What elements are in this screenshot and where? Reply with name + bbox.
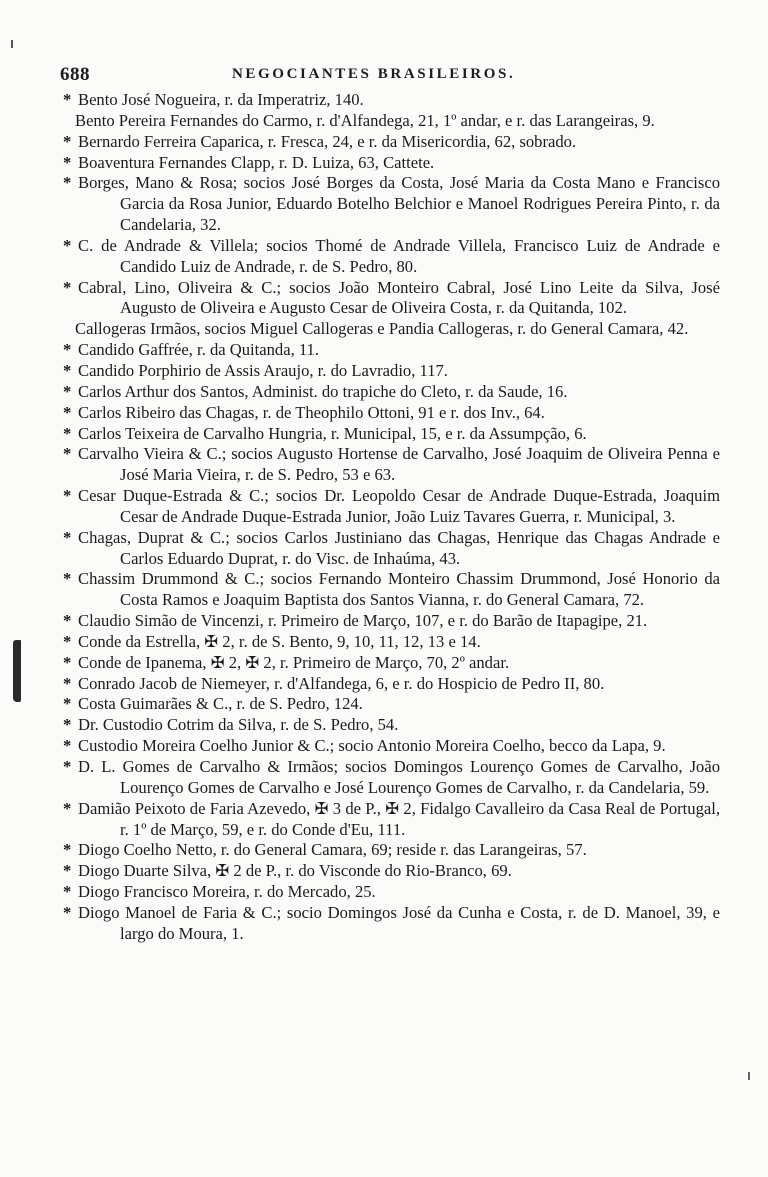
entry-text: Diogo Coelho Netto, r. do General Camara, 69; reside r. das Larangeiras, 57. (78, 840, 587, 860)
running-title: NEGOCIANTES BRASILEIROS. (232, 66, 516, 82)
entry-text: Chagas, Duprat & C.; socios Carlos Justiniano das Chagas, Henrique das Chagas Andrade e Carlos Eduardo Duprat, r. do Visc. de Inhaúma, 43. (78, 527, 720, 568)
entry-marker: * (63, 861, 72, 881)
entry-marker: * (63, 90, 72, 109)
list-item (48, 861, 720, 882)
list-item (48, 403, 720, 424)
entry-marker: * (63, 527, 72, 547)
entry-marker: * (63, 173, 72, 193)
list-item (48, 674, 720, 695)
entry-text: Conrado Jacob de Niemeyer, r. d'Alfandega, 6, e r. do Hospicio de Pedro II, 80. (78, 673, 605, 693)
entry-marker: * (63, 840, 72, 860)
entry-text: Bento José Nogueira, r. da Imperatriz, 140. (78, 90, 364, 109)
margin-tick (11, 40, 13, 48)
entry-marker: * (63, 902, 72, 922)
entry-text: Chassim Drummond & C.; socios Fernando Monteiro Chassim Drummond, José Honorio da Costa Ramos e Joaquim Baptista dos Santos Vianna, r. do General Camara, 72. (78, 569, 720, 610)
entry-marker: * (63, 235, 72, 255)
entry-marker: * (63, 360, 72, 380)
list-item (48, 840, 720, 861)
page-number: 688 (60, 64, 90, 85)
list-item (48, 153, 720, 174)
entry-text: Diogo Duarte Silva, ✠ 2 de P., r. do Visconde do Rio-Branco, 69. (78, 861, 512, 881)
list-item (48, 736, 720, 757)
entry-text: Cabral, Lino, Oliveira & C.; socios João Monteiro Cabral, José Lino Leite da Silva, José Augusto de Oliveira e Augusto Cesar de Oliveira Costa, r. da Quitanda, 102. (78, 277, 720, 318)
entry-marker: * (63, 277, 72, 297)
entry-text: Damião Peixoto de Faria Azevedo, ✠ 3 de P., ✠ 2, Fidalgo Cavalleiro da Casa Real de Portugal, r. 1º de Março, 59, e r. do Conde d'Eu, 111. (78, 798, 720, 839)
entry-text: C. de Andrade & Villela; socios Thomé de Andrade Villela, Francisco Luiz de Andrade e Candido Luiz de Andrade, r. de S. Pedro, 80. (78, 235, 720, 276)
entry-marker: * (63, 757, 72, 776)
list-item (48, 132, 720, 153)
entry-marker: * (63, 381, 72, 401)
entry-text: Conde da Estrella, ✠ 2, r. de S. Bento, 9, 10, 11, 12, 13 e 14. (78, 631, 481, 651)
entry-marker: * (63, 673, 72, 693)
list-item (48, 903, 720, 945)
entry-text: Bernardo Ferreira Caparica, r. Fresca, 24, e r. da Misericordia, 62, sobrado. (78, 131, 577, 151)
entry-text: Carlos Teixeira de Carvalho Hungria, r. Municipal, 15, e r. da Assumpção, 6. (78, 423, 587, 443)
list-item (48, 340, 720, 361)
margin-ink-mark (13, 640, 21, 702)
entry-marker: * (63, 736, 72, 756)
entry-text: Boaventura Fernandes Clapp, r. D. Luiza, 63, Cattete. (78, 152, 435, 172)
list-item (48, 90, 720, 111)
list-item (48, 236, 720, 278)
list-item (48, 111, 720, 132)
entry-marker: * (63, 694, 72, 714)
entry-marker: * (63, 798, 72, 818)
list-item (48, 528, 720, 570)
list-item (48, 757, 720, 799)
entry-text: Custodio Moreira Coelho Junior & C.; socio Antonio Moreira Coelho, becco da Lapa, 9. (78, 736, 666, 756)
entry-marker: * (63, 402, 72, 422)
entry-text: Candido Gaffrée, r. da Quitanda, 11. (78, 340, 319, 360)
entry-marker: * (63, 444, 72, 464)
margin-tick (748, 1072, 750, 1080)
list-item (48, 569, 720, 611)
list-item (48, 715, 720, 736)
list-item (48, 486, 720, 528)
entry-text: Candido Porphirio de Assis Araujo, r. do Lavradio, 117. (78, 360, 448, 380)
merchant-list (48, 90, 720, 945)
entry-text: Costa Guimarães & C., r. de S. Pedro, 124. (78, 694, 363, 714)
list-item (48, 653, 720, 674)
entry-marker: * (63, 340, 72, 360)
entry-text: Cesar Duque-Estrada & C.; socios Dr. Leopoldo Cesar de Andrade Duque-Estrada, Joaquim Cesar de Andrade Duque-Estrada Junior, João Luiz Tavares Guerra, r. Municipal, 3. (78, 486, 720, 526)
list-item (48, 799, 720, 841)
entry-text: Borges, Mano & Rosa; socios José Borges da Costa, José Maria da Costa Mano e Francisco Garcia da Rosa Junior, Eduardo Botelho Belchior e Manoel Rodrigues Pereira Pinto, r. da Candelaria, 32. (78, 173, 720, 235)
list-item (48, 444, 720, 486)
entry-text: Carvalho Vieira & C.; socios Augusto Hortense de Carvalho, José Joaquim de Oliveira Penna e José Maria Vieira, r. de S. Pedro, 53 e 63. (78, 444, 720, 485)
entry-text: Diogo Francisco Moreira, r. do Mercado, 25. (78, 882, 376, 902)
list-item (48, 882, 720, 903)
entry-text: Claudio Simão de Vincenzi, r. Primeiro de Março, 107, e r. do Barão de Itapagipe, 21. (78, 611, 648, 631)
entry-text: Carlos Ribeiro das Chagas, r. de Theophilo Ottoni, 91 e r. dos Inv., 64. (78, 402, 545, 422)
entry-marker: * (63, 611, 72, 631)
entry-marker: * (63, 486, 72, 506)
entry-text: Diogo Manoel de Faria & C.; socio Domingos José da Cunha e Costa, r. de D. Manoel, 39, e largo do Moura, 1. (78, 902, 720, 943)
list-item (48, 694, 720, 715)
list-item (48, 424, 720, 445)
list-item (48, 319, 720, 340)
entry-marker: * (63, 652, 72, 672)
entry-text: Bento Pereira Fernandes do Carmo, r. d'Alfandega, 21, 1º andar, e r. das Larangeiras, 9. (75, 110, 655, 130)
list-item (48, 361, 720, 382)
entry-marker: * (63, 152, 72, 172)
entry-marker: * (63, 882, 72, 902)
entry-text: D. L. Gomes de Carvalho & Irmãos; socios Domingos Lourenço Gomes de Carvalho, João Lourenço Gomes de Carvalho e José Lourenço Gomes de Carvalho, r. da Candelaria, 59. (78, 757, 720, 797)
list-item (48, 278, 720, 320)
list-item (48, 632, 720, 653)
entry-marker: * (63, 569, 72, 589)
entry-text: Conde de Ipanema, ✠ 2, ✠ 2, r. Primeiro de Março, 70, 2º andar. (78, 652, 510, 672)
list-item (48, 382, 720, 403)
entry-marker: * (63, 423, 72, 443)
entry-text: Callogeras Irmãos, socios Miguel Callogeras e Pandia Callogeras, r. do General Camara, 42. (75, 319, 689, 339)
entry-marker: * (63, 131, 72, 151)
entry-marker: * (63, 715, 72, 735)
entry-text: Carlos Arthur dos Santos, Administ. do trapiche do Cleto, r. da Saude, 16. (78, 381, 568, 401)
page-header (60, 64, 720, 88)
entry-text: Dr. Custodio Cotrim da Silva, r. de S. Pedro, 54. (78, 715, 399, 735)
list-item (48, 173, 720, 236)
entry-marker: * (63, 631, 72, 651)
list-item (48, 611, 720, 632)
